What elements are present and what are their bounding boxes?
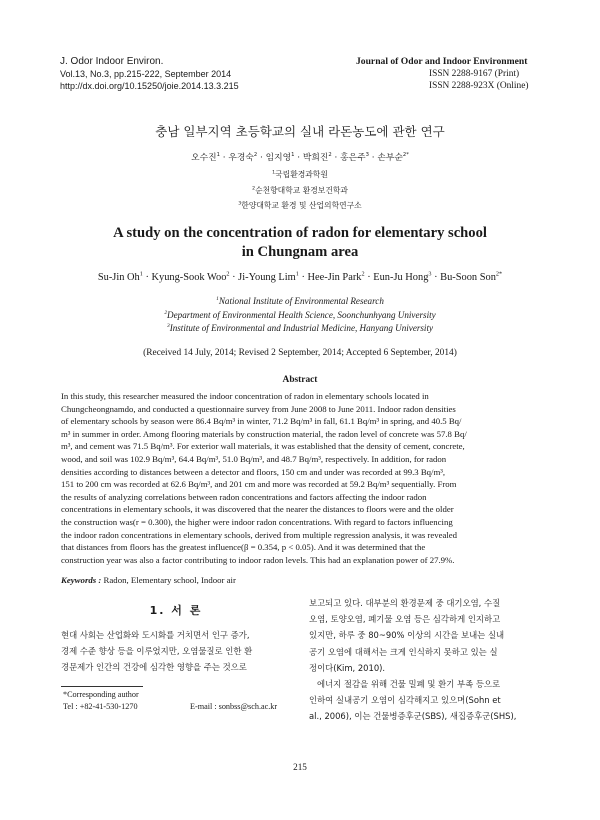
korean-affiliations (0, 167, 600, 214)
body-line: 공기 오염에 대해서는 크게 인식하지 못하고 있는 실 (309, 646, 498, 657)
author-affiliation-marker: 1 (139, 270, 143, 278)
body-line: 있지만, 하루 중 80~90% 이상의 시간을 보내는 실내 (309, 630, 505, 641)
author-affiliation-marker: 2* (402, 152, 409, 159)
keywords-label: Keywords : (61, 575, 102, 585)
author-separator: · (298, 272, 308, 283)
author-name: Eun-Ju Hong (373, 272, 429, 283)
abstract-line: of elementary schools by season were 86.4 Bq/m³ in winter, 71.2 Bq/m³ in fall, 61.1 Bq/m³ in spring, and 40.5 Bq/ (61, 416, 462, 427)
author-name: 손부순 (377, 153, 403, 163)
abstract-line: the indoor radon concentrations in elementary schools, derived from multiple regression analysis, it was revealed (61, 529, 458, 540)
abstract-heading: Abstract (282, 375, 318, 385)
korean-title: 충남 일부지역 초등학교의 실내 라돈농도에 관한 연구 (155, 124, 445, 139)
abstract-line: concentrations in elementary schools, it was discovered that the nearer the distances to floors were and the older (61, 504, 454, 515)
abstract-line: construction year was also a factor contributing to indoor radon levels. This had an explanation power of 27.9%. (61, 554, 455, 565)
author-name: 우경숙 (228, 153, 254, 163)
author-name: Su-Jin Oh (97, 272, 140, 283)
journal-abbrev: J. Odor Indoor Environ. (60, 56, 164, 67)
body-line: 정이다(Kim, 2010). (309, 662, 386, 673)
author-separator: · (331, 153, 341, 163)
author-affiliation-marker: 2 (328, 152, 332, 159)
journal-name: Journal of Odor and Indoor Environment (356, 56, 528, 67)
doi-link[interactable]: http://dx.doi.org/10.15250/joie.2014.13.3.215 (60, 81, 239, 91)
author-name: 박희진 (302, 153, 329, 163)
english-affiliations (0, 295, 600, 336)
affiliation-line (0, 295, 600, 309)
author-name: Bu-Soon Son (440, 272, 496, 283)
abstract-line: the construction was(r = 0.300), the higher were indoor radon concentrations. With regard to factors influencing (61, 516, 453, 527)
abstract-line: densities according to distances between a detector and floors, 150 cm and under was recorded at 99.3 Bq/m³, (61, 466, 446, 477)
affiliation-marker: 2 (164, 309, 168, 316)
author-separator: · (368, 153, 378, 163)
issn-online: ISSN 2288-923X (Online) (429, 81, 529, 91)
author-affiliation-marker: 2 (361, 270, 365, 278)
affiliation-marker: 3 (238, 201, 242, 207)
abstract-line: 151 to 200 cm was recorded at 62.6 Bq/m³, and 201 cm and more was recorded at 59.2 Bq/m³ sequentially. From (61, 479, 457, 490)
affiliation-text: Department of Environmental Health Science, Soonchunhyang University (167, 309, 436, 320)
affiliation-marker: 2 (252, 185, 256, 191)
issn-print: ISSN 2288-9167 (Print) (429, 69, 520, 79)
abstract-line: that distances from floors has the greatest influence(β = 0.354, p < 0.05). And it was determined that the (61, 542, 426, 553)
author-separator: · (431, 272, 441, 283)
abstract-line: In this study, this researcher measured the indoor concentration of radon in elementary schools located in (61, 391, 429, 401)
body-line: 현대 사회는 산업화와 도시화를 거치면서 인구 증가, (61, 630, 250, 640)
received-dates: (Received 14 July, 2014; Revised 2 September, 2014; Accepted 6 September, 2014) (143, 348, 457, 358)
author-name: 임지영 (265, 153, 292, 163)
corresponding-author-tel: Tel : +82-41-530-1270 (63, 702, 138, 711)
author-name: 오수진 (191, 153, 217, 163)
affiliation-marker: 1 (272, 170, 276, 176)
affiliation-line (0, 322, 600, 336)
author-name: Ji-Young Lim (238, 272, 296, 283)
keywords-text: Radon, Elementary school, Indoor air (101, 575, 236, 585)
affiliation-line (0, 198, 600, 214)
abstract-line: m³, and cement was 71.5 Bq/m³. For exterior wall materials, it was established that the density of cement, concrete, (61, 441, 465, 452)
body-line: 오염, 토양오염, 폐기물 오염 등은 심각하게 인지하고 (309, 614, 501, 625)
author-affiliation-marker: 3 (428, 270, 432, 278)
affiliation-line (0, 183, 600, 199)
author-separator: · (257, 153, 266, 163)
author-separator: · (219, 153, 229, 163)
abstract-line: the results of analyzing correlations between radon concentrations and factors affecting the indoor radon (61, 491, 427, 502)
author-separator: · (229, 272, 239, 283)
volume-info: Vol.13, No.3, pp.215-222, September 2014 (60, 69, 232, 79)
english-authors (0, 272, 600, 283)
author-name: Kyung-Sook Woo (151, 272, 227, 283)
author-affiliation-marker: 2* (495, 270, 503, 278)
affiliation-text: 한양대학교 환경 및 산업의학연구소 (241, 201, 362, 210)
body-column-left (61, 627, 291, 676)
affiliation-line (0, 309, 600, 323)
body-line: al., 2006), 이는 건물병증후군(SBS), 새집증후군(SHS), (309, 711, 517, 722)
english-title (0, 224, 600, 262)
author-affiliation-marker: 1 (295, 270, 299, 278)
affiliation-marker: 1 (216, 295, 219, 302)
author-affiliation-marker: 2 (226, 270, 230, 278)
abstract-line: wood, and soil was 102.9 Bq/m³, 64.4 Bq/m³, 51.0 Bq/m³, and 48.7 Bq/m³, respectively. In addition, for radon (61, 453, 447, 464)
author-name: 홍은주 (340, 153, 366, 163)
body-line: 경문제가 인간의 건강에 심각한 영향을 주는 것으로 (61, 662, 247, 673)
affiliation-line (0, 167, 600, 183)
author-affiliation-marker: 3 (365, 152, 369, 159)
body-line: 경제 수준 향상 등을 이루었지만, 오염물질로 인한 환 (61, 646, 253, 657)
affiliation-marker: 3 (166, 323, 170, 330)
abstract-line: Chungcheongnamdo, and conducted a questionnaire survey from June 2008 to June 2011. Indoor radon densities (61, 403, 456, 414)
body-column-right (309, 595, 540, 725)
abstract-body (61, 390, 539, 566)
affiliation-text: National Institute of Environmental Research (218, 296, 384, 306)
abstract-line: m³ in summer in order. Among flooring materials by construction material, the radon level of concrete was 57.8 Bq/ (61, 428, 467, 439)
affiliation-text: Institute of Environmental and Industrial Medicine, Hanyang University (169, 323, 434, 334)
author-name: Hee-Jin Park (307, 272, 362, 283)
affiliation-text: 순천향대학교 환경보건학과 (255, 185, 348, 195)
page-number: 215 (293, 762, 307, 772)
author-affiliation-marker: 1 (291, 152, 295, 159)
author-separator: · (294, 153, 303, 163)
journal-header-left (60, 56, 239, 92)
corresponding-author-email[interactable]: E-mail : sonbss@sch.ac.kr (190, 702, 278, 711)
author-affiliation-marker: 2 (253, 152, 258, 159)
body-line: 인하여 실내공기 오염이 심각해지고 있으며(Sohn et (309, 695, 501, 706)
author-separator: · (364, 272, 374, 283)
author-affiliation-marker: 1 (216, 152, 220, 159)
english-title-line1: A study on the concentration of radon for elementary school (113, 225, 487, 241)
corresponding-author-label: *Corresponding author (63, 690, 139, 699)
korean-authors (0, 150, 600, 163)
journal-header-right (356, 56, 528, 92)
keywords (61, 575, 236, 585)
affiliation-text: 국립환경과학원 (275, 170, 328, 179)
corresponding-author-footnote (63, 689, 278, 713)
english-title-line2: in Chungnam area (241, 244, 359, 260)
body-line: 보고되고 있다. 대부분의 환경문제 중 대기오염, 수질 (309, 598, 501, 608)
section-heading-introduction: 1. 서 론 (149, 604, 203, 617)
body-line: 에너지 절감을 위해 건물 밀폐 및 환기 부족 등으로 (317, 679, 501, 690)
footnote-divider (61, 686, 143, 687)
author-separator: · (142, 272, 152, 283)
